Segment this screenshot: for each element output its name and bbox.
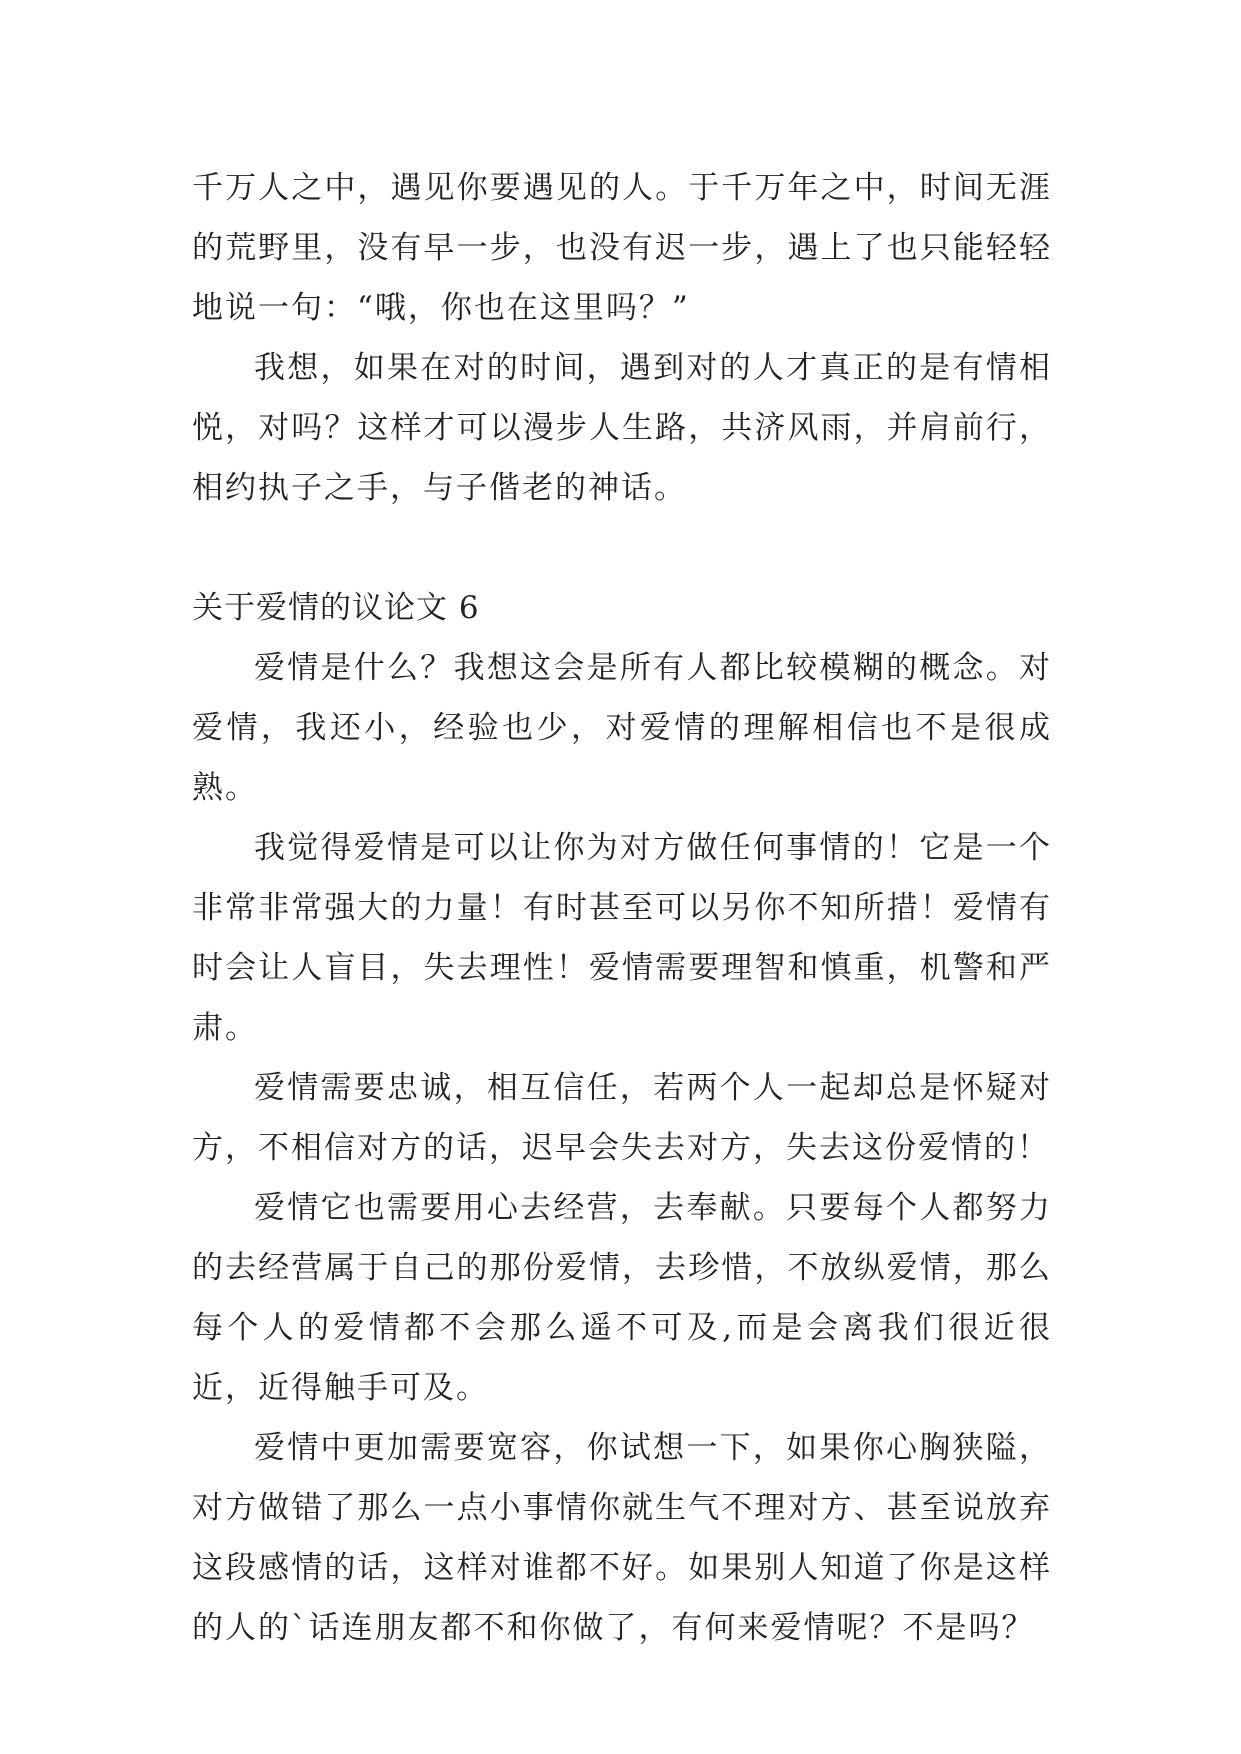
intro-paragraph-1: 千万人之中，遇见你要遇见的人。于千万年之中，时间无涯的荒野里，没有早一步，也没有迟一步，遇上了也只能轻轻地说一句：“哦，你也在这里吗？” [192, 170, 1052, 326]
section-paragraph-1: 爱情是什么？我想这会是所有人都比较模糊的概念。对爱情，我还小，经验也少，对爱情的理解相信也不是很成熟。 [192, 650, 1052, 806]
section-paragraph-4: 爱情它也需要用心去经营，去奉献。只要每个人都努力的去经营属于自己的那份爱情，去珍惜，不放纵爱情，那么每个人的爱情都不会那么遥不可及,而是会离我们很近很近，近得触手可及。 [192, 1190, 1052, 1406]
section-paragraph-3: 爱情需要忠诚，相互信任，若两个人一起却总是怀疑对方，不相信对方的话，迟早会失去对方，失去这份爱情的！ [192, 1070, 1052, 1166]
intro-paragraph-2: 我想，如果在对的时间，遇到对的人才真正的是有情相悦，对吗？这样才可以漫步人生路，共济风雨，并肩前行，相约执子之手，与子偕老的神话。 [192, 350, 1052, 506]
section-paragraph-5: 爱情中更加需要宽容，你试想一下，如果你心胸狭隘，对方做错了那么一点小事情你就生气不理对方、甚至说放弃这段感情的话，这样对谁都不好。如果别人知道了你是这样的人的`话连朋友都不和你做了，有何来爱情呢？不是吗？ [192, 1430, 1052, 1646]
section-title: 关于爱情的议论文 6 [192, 590, 480, 626]
document-body [192, 158, 1052, 1658]
section-paragraph-2: 我觉得爱情是可以让你为对方做任何事情的！它是一个非常非常强大的力量！有时甚至可以另你不知所措！爱情有时会让人盲目，失去理性！爱情需要理智和慎重，机警和严肃。 [192, 830, 1052, 1046]
